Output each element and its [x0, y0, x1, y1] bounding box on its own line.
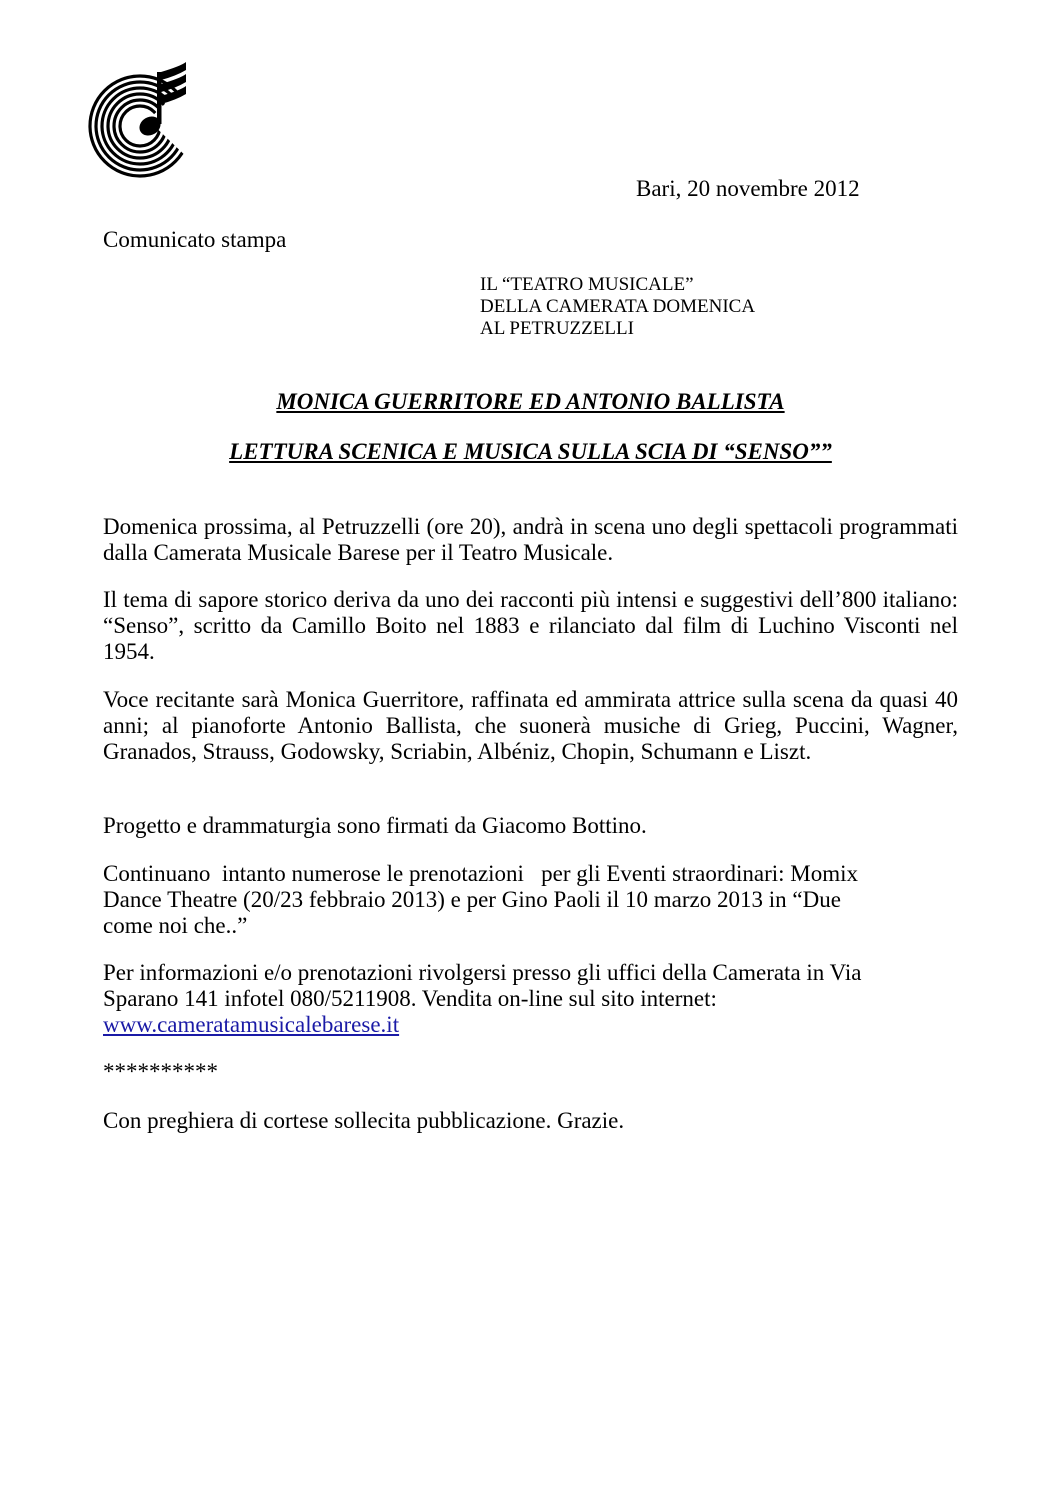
subject-block [480, 274, 755, 340]
paragraph-line: Continuano intanto numerose le prenotazioni per gli Eventi straordinari: Momix [103, 861, 859, 886]
paragraph-theme: Il tema di sapore storico deriva da uno dei racconti più intensi e suggestivi dell’800 italiano: “Senso”, scritto da Camillo Boito nel 1883 e rilanciato dal film di Luchino Visconti nel 1954. [103, 587, 958, 664]
subject-line: DELLA CAMERATA DOMENICA [480, 296, 756, 317]
paragraph-event: Domenica prossima, al Petruzzelli (ore 20), andrà in scena uno degli spettacoli programmati dalla Camerata Musicale Barese per il Teatro Musicale. [103, 514, 958, 565]
press-release-label: Comunicato stampa [103, 227, 287, 252]
paragraph-credits: Progetto e drammaturgia sono firmati da Giacomo Bottino. [103, 813, 647, 838]
paragraph-line: Sparano 141 infotel 080/5211908. Vendita on-line sul sito internet: [103, 986, 717, 1011]
paragraph-line: Per informazioni e/o prenotazioni rivolgersi presso gli uffici della Camerata in Via [103, 960, 862, 985]
paragraph-line: come noi che..” [103, 913, 248, 938]
paragraph-performers: Voce recitante sarà Monica Guerritore, raffinata ed ammirata attrice sulla scena da quasi 40 anni; al pianoforte Antonio Ballista, che suonerà musiche di Grieg, Puccini, Wagner, Granados, Strauss, Godowsky, Scriabin, Albéniz, Chopin, Schumann e Liszt. [103, 687, 958, 764]
closing-line: Con preghiera di cortese sollecita pubblicazione. Grazie. [103, 1108, 625, 1133]
paragraph-bookings [103, 861, 958, 939]
camerata-logo [86, 62, 190, 178]
paragraph-info [103, 960, 958, 1038]
subject-line: IL “TEATRO MUSICALE” [480, 274, 694, 295]
headline-title: MONICA GUERRITORE ED ANTONIO BALLISTA [276, 389, 785, 414]
website-link[interactable]: www.cameratamusicalebarese.it [103, 1012, 400, 1037]
headline-subtitle: LETTURA SCENICA E MUSICA SULLA SCIA DI “SENSO”” [229, 439, 832, 464]
paragraph-line: Dance Theatre (20/23 febbraio 2013) e per Gino Paoli il 10 marzo 2013 in “Due [103, 887, 841, 912]
separator: ********** [103, 1059, 218, 1084]
subject-line: AL PETRUZZELLI [480, 318, 634, 339]
document-date: Bari, 20 novembre 2012 [636, 176, 860, 201]
